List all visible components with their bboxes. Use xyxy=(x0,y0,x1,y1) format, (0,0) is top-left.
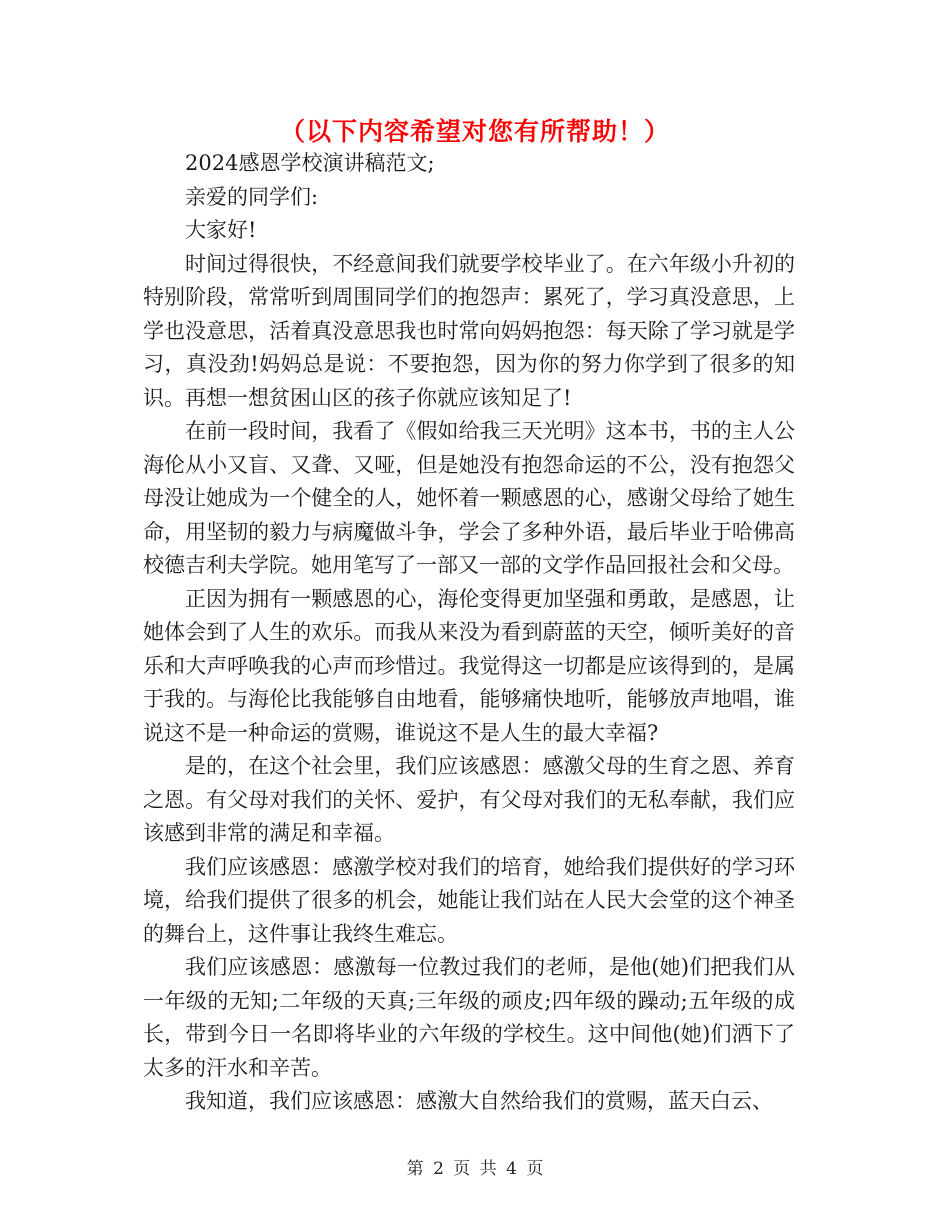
paragraph: 在前一段时间，我看了《假如给我三天光明》这本书，书的主人公海伦从小又盲、又聋、又哑，但是她没有抱怨命运的不公，没有抱怨父母没让她成为一个健全的人，她怀着一颗感恩的心，感谢父母给了她生命，用坚韧的毅力与病魔做斗争，学会了多种外语，最后毕业于哈佛高校德吉利夫学院。她用笔写了一部又一部的文学作品回报社会和父母。 xyxy=(143,419,795,577)
header-note: （以下内容希望对您有所帮助！） xyxy=(279,117,670,146)
paragraph: 我知道，我们应该感恩：感激大自然给我们的赏赐，蓝天白云、 xyxy=(185,1089,773,1113)
paragraph: 时间过得很快，不经意间我们就要学校毕业了。在六年级小升初的特别阶段，常常听到周围同学们的抱怨声：累死了，学习真没意思，上学也没意思，活着真没意思我也时常向妈妈抱怨：每天除了学习就是学习，真没劲!妈妈总是说：不要抱怨，因为你的努力你学到了很多的知识。再想一想贫困山区的孩子你就应该知足了! xyxy=(143,251,795,410)
paragraph: 我们应该感恩：感激每一位教过我们的老师，是他(她)们把我们从一年级的无知;二年级的天真;三年级的顽皮;四年级的躁动;五年级的成长，带到今日一名即将毕业的六年级的学校生。这中间他(她)们洒下了太多的汗水和辛苦。 xyxy=(143,955,795,1080)
paragraph-greeting: 大家好! xyxy=(185,218,257,242)
paragraph: 我们应该感恩：感激学校对我们的培育，她给我们提供好的学习环境，给我们提供了很多的机会，她能让我们站在人民大会堂的这个神圣的舞台上，这件事让我终生难忘。 xyxy=(143,854,795,946)
paragraph: 正因为拥有一颗感恩的心，海伦变得更加坚强和勇敢，是感恩，让她体会到了人生的欢乐。而我从来没为看到蔚蓝的天空，倾听美好的音乐和大声呼唤我的心声而珍惜过。我觉得这一切都是应该得到的，是属于我的。与海伦比我能够自由地看，能够痛快地听，能够放声地唱，谁说这不是一种命运的赏赐，谁说这不是人生的最大幸福? xyxy=(143,586,795,745)
paragraph: 是的，在这个社会里，我们应该感恩：感激父母的生育之恩、养育之恩。有父母对我们的关怀、爱护，有父母对我们的无私奉献，我们应该感到非常的满足和幸福。 xyxy=(143,754,795,845)
page-footer: 第 2 页 共 4 页 xyxy=(406,1159,544,1179)
document-body xyxy=(143,147,795,1119)
paragraph-title: 2024感恩学校演讲稿范文; xyxy=(185,151,435,175)
paragraph-salutation: 亲爱的同学们: xyxy=(185,184,319,209)
